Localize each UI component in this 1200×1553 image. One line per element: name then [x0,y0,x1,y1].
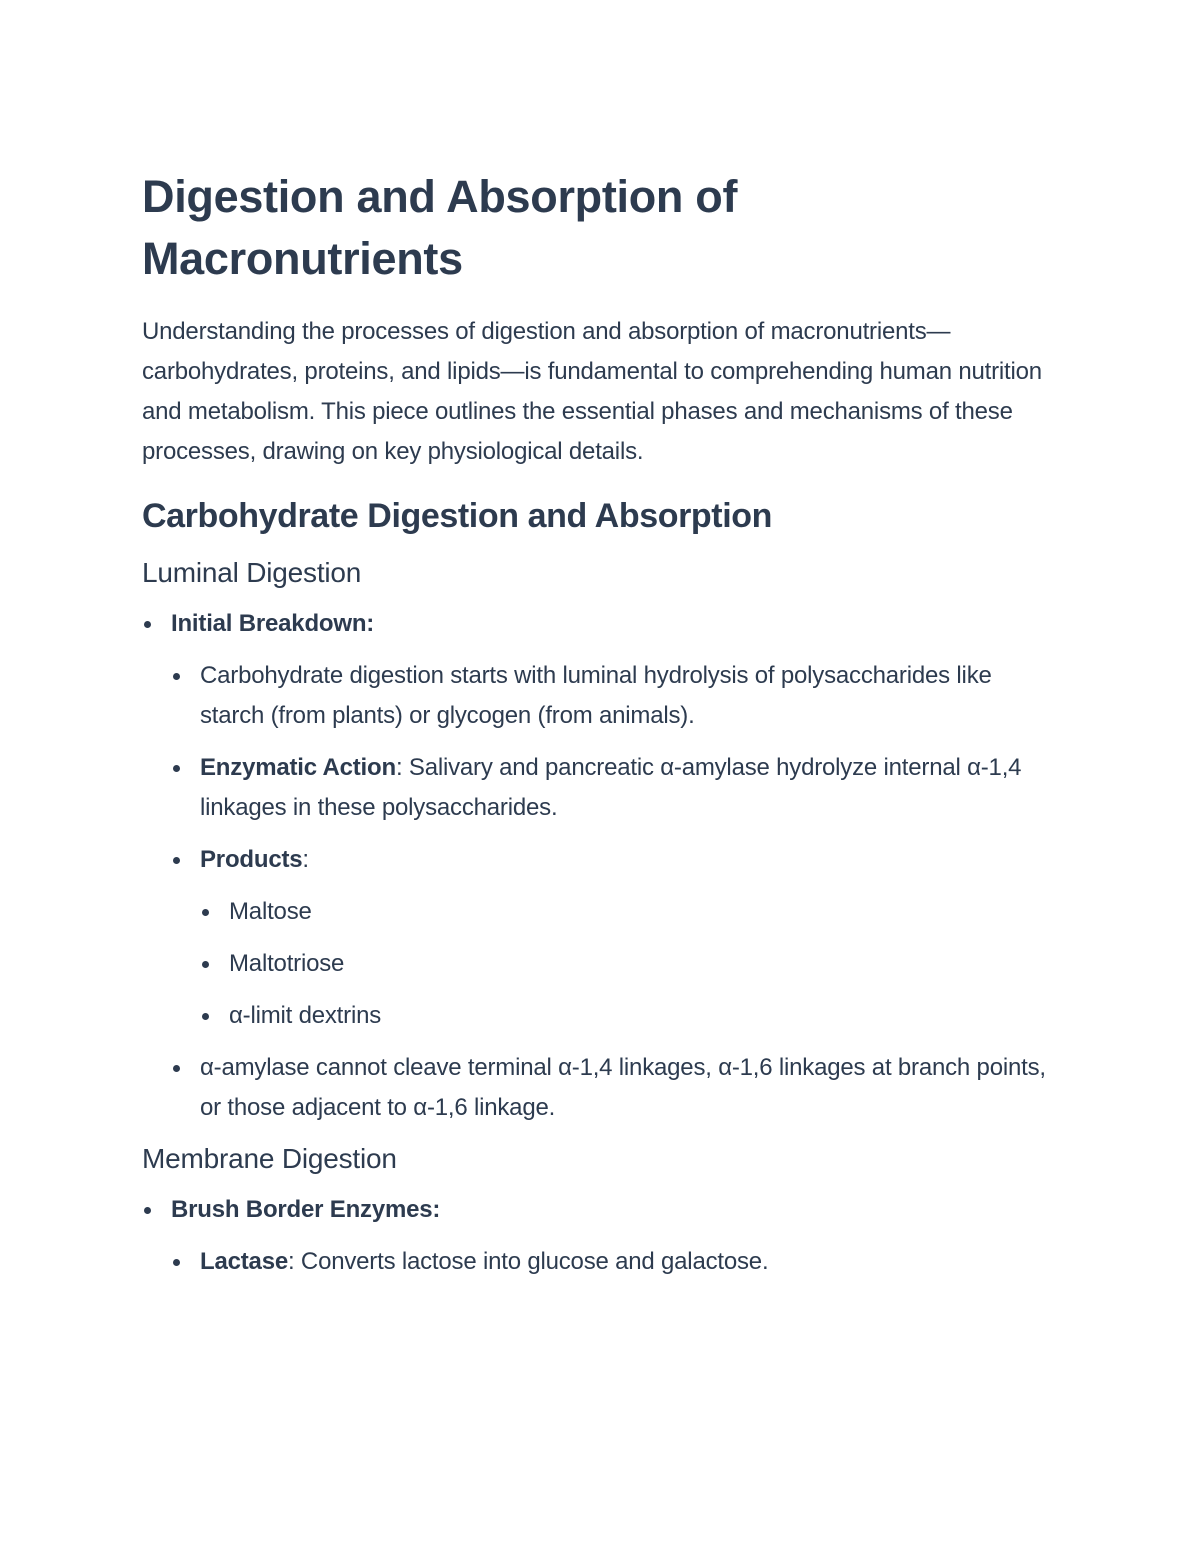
intro-paragraph: Understanding the processes of digestion and absorption of macronutrients—carbohydrates, proteins, and lipids—is fundamental to comprehending human nutrition and metabolism. This piece outlines the essential phases and mechanisms of these processes, drawing on key physiological details. [142,318,1042,465]
list-item [142,604,1062,1128]
list-item [171,1048,1062,1128]
initial-breakdown-label: Initial Breakdown: [171,610,375,637]
section-heading-carbohydrate: Carbohydrate Digestion and Absorption [142,497,772,535]
enzymatic-action-text: : Salivary and pancreatic α-amylase hydrolyze internal α-1,4 linkages in these polysaccharides. [200,754,1022,821]
list-item [171,656,1062,736]
enzymatic-action-label: Enzymatic Action [200,754,396,781]
products-colon: : [302,846,309,873]
list-item [171,840,1062,1036]
list-item [142,1190,1062,1282]
amylase-limitation-text: α-amylase cannot cleave terminal α-1,4 linkages, α-1,6 linkages at branch points, or those adjacent to α-1,6 linkage. [200,1054,1046,1121]
initial-breakdown-sublist [171,656,1062,1128]
product-maltose: Maltose [229,898,312,925]
page-title: Digestion and Absorption of Macronutrients [142,171,738,284]
list-item [171,1242,1062,1282]
subsection-heading-luminal: Luminal Digestion [142,557,362,588]
list-item [200,996,1062,1036]
product-limit-dextrins: α-limit dextrins [229,1002,382,1029]
brush-border-sublist [171,1242,1062,1282]
brush-border-label: Brush Border Enzymes: [171,1196,441,1223]
document-page [142,166,1062,1294]
product-maltotriose: Maltotriose [229,950,345,977]
subsection-heading-membrane: Membrane Digestion [142,1143,397,1174]
list-item [200,892,1062,932]
products-sublist [200,892,1062,1036]
list-item [200,944,1062,984]
membrane-list [142,1190,1062,1282]
lactase-label: Lactase [200,1248,288,1275]
list-item [171,748,1062,828]
luminal-list [142,604,1062,1128]
products-label: Products [200,846,303,873]
lactase-text: : Converts lactose into glucose and galactose. [288,1248,769,1275]
item-start-text: Carbohydrate digestion starts with luminal hydrolysis of polysaccharides like starch (from plants) or glycogen (from animals). [200,662,992,729]
